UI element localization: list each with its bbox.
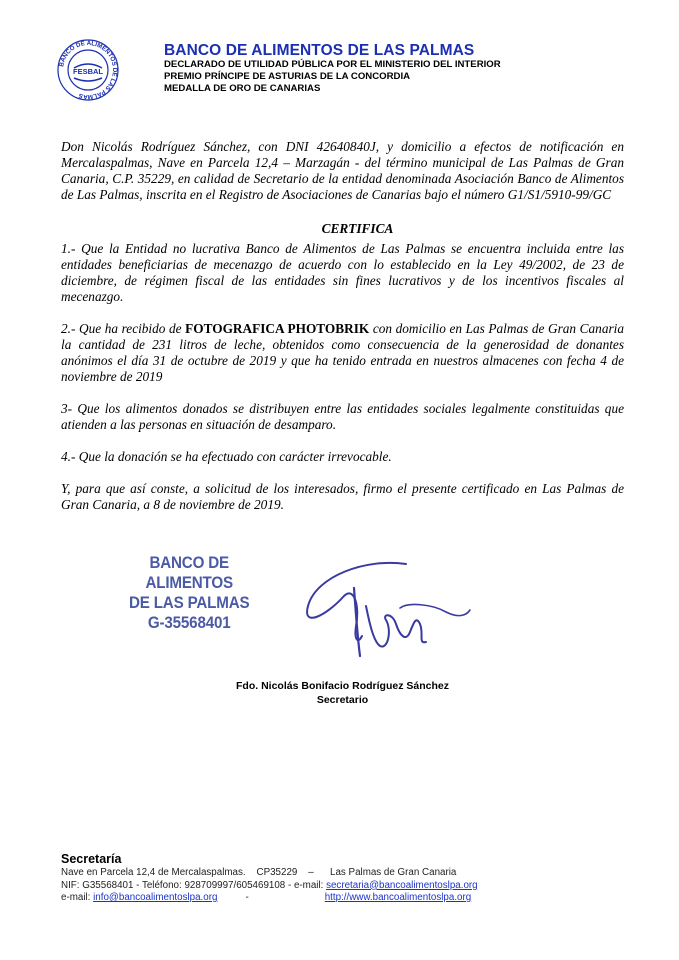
intro-paragraph: Don Nicolás Rodríguez Sánchez, con DNI 42640840J, y domicilio a efectos de notificación en Mercalaspalmas, Nave en Parcela 12,4 – Marzagán - del término municipal de Las Palmas de Gran Canaria, C.P. 35229, en calidad de Secretario de la entidad denominada Asociación Banco de Alimentos de Las Palmas, inscrita en el Registro de Asociaciones de Canarias bajo el número G1/S1/5910-99/GC — [61, 139, 624, 202]
stamp-line-1: BANCO DE ALIMENTOS — [145, 554, 233, 592]
organization-stamp — [111, 553, 267, 633]
footer-title: Secretaría — [61, 852, 122, 866]
letterhead — [164, 42, 501, 94]
donor-name: FOTOGRAFICA PHOTOBRIK — [185, 321, 370, 336]
closing-paragraph: Y, para que así conste, a solicitud de los interesados, firmo el presente certificado en Las Palmas de Gran Canaria, a 8 de noviembre de 2019. — [61, 481, 624, 512]
signer-block — [215, 679, 470, 707]
footer-links — [61, 892, 478, 905]
email-label: e-mail: — [61, 892, 94, 904]
letterhead-line-3: MEDALLA DE ORO DE CANARIAS — [164, 82, 321, 94]
info-email-link[interactable]: info@bancoalimentoslpa.org — [93, 892, 218, 904]
website-link[interactable]: http://www.bancoalimentoslpa.org — [324, 892, 472, 904]
stamp-line-3: G-35568401 — [147, 614, 231, 632]
organization-title: BANCO DE ALIMENTOS DE LAS PALMAS — [164, 42, 475, 59]
footer — [61, 852, 478, 905]
letterhead-line-2: PREMIO PRÍNCIPE DE ASTURIAS DE LA CONCORDIA — [164, 70, 411, 82]
clause-3: 3- Que los alimentos donados se distribuyen entre las entidades sociales legalmente constituidas que atienden a las personas en situación de desamparo. — [61, 401, 624, 432]
fesbal-logo — [56, 38, 120, 102]
signer-role: Secretario — [316, 694, 369, 706]
signer-name: Fdo. Nicolás Bonifacio Rodríguez Sánchez — [236, 680, 449, 692]
footer-separator: - — [245, 892, 249, 904]
clause-1: 1.- Que la Entidad no lucrativa Banco de Alimentos de Las Palmas se encuentra incluida entre las entidades beneficiarias de mecenazgo de acuerdo con lo establecido en la Ley 49/2002, de 23 de diciembre, de régimen fiscal de las entidades sin fines lucrativos y de los incentivos fiscales al mecenazgo. — [61, 241, 624, 304]
letterhead-line-1: DECLARADO DE UTILIDAD PÚBLICA POR EL MINISTERIO DEL INTERIOR — [164, 59, 501, 70]
footer-nif-phone: NIF: G35568401 - Teléfono: 928709997/605469108 - e-mail: — [61, 879, 327, 891]
certificate-body — [61, 139, 624, 513]
certifica-heading: CERTIFICA — [321, 221, 394, 236]
secretaria-email-link[interactable]: secretaria@bancoalimentoslpa.org — [326, 879, 478, 891]
clause-2-rest: con domicilio en Las Palmas de Gran Canaria la cantidad de 231 litros de leche, obtenidos como consecuencia de la generosidad de donantes anónimos el día 31 de octubre de 2019 y que ha tenido entrada en nuestros almacenes con fecha 4 de noviembre de 2019 — [61, 321, 624, 384]
clause-2 — [61, 321, 624, 385]
logo-inner-text: FESBAL — [73, 67, 103, 76]
footer-contact — [61, 880, 478, 893]
clause-2-start: 2.- Que ha recibido de — [61, 321, 186, 336]
clause-4: 4.- Que la donación se ha efectuado con carácter irrevocable. — [61, 449, 392, 464]
logo-ring-text: BANCO DE ALIMENTOS DE LAS PALMAS — [58, 39, 119, 101]
footer-address: Nave en Parcela 12,4 de Mercalaspalmas. CP35229 – Las Palmas de Gran Canaria — [61, 867, 457, 878]
handwritten-signature — [296, 546, 472, 674]
stamp-line-2: DE LAS PALMAS — [128, 594, 250, 612]
